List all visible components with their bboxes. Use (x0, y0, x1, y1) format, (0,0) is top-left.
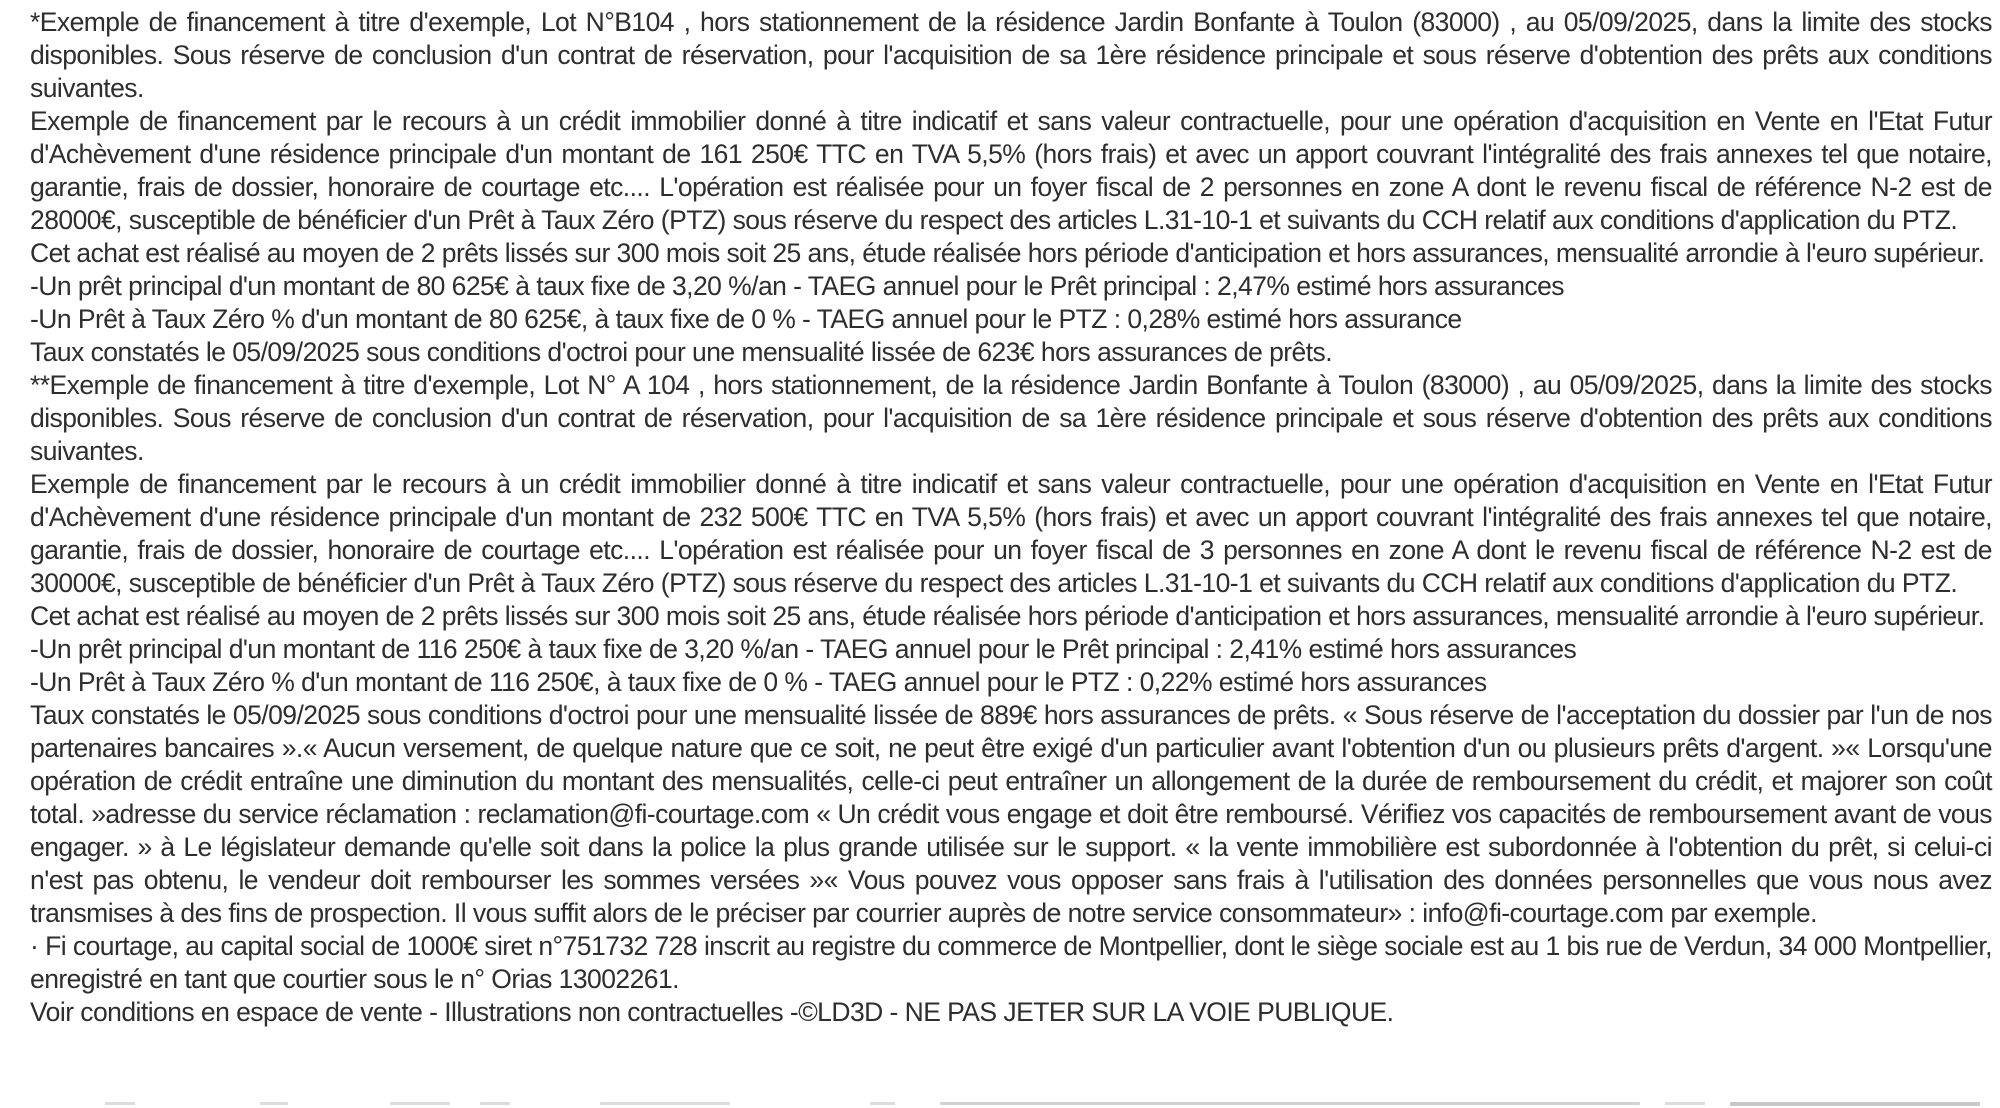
company-info: · Fi courtage, au capital social de 1000€ siret n°751732 728 inscrit au registre du commerce de Montpellier, dont le siège sociale est au 1 bis rue de Verdun, 34 000 Montpellier, enregistré en tant que courtier sous le n° Orias 13002261. (30, 931, 1992, 994)
financing-example-2-main-loan: -Un prêt principal d'un montant de 116 250€ à taux fixe de 3,20 %/an - TAEG annuel pour le Prêt principal : 2,41% estimé hors assurances (30, 634, 1577, 664)
financing-example-1-loans-summary: Cet achat est réalisé au moyen de 2 prêts lissés sur 300 mois soit 25 ans, étude réalisée hors période d'anticipation et hors assurances, mensualité arrondie à l'euro supérieur. (30, 238, 1985, 268)
footer-note: Voir conditions en espace de vente - Illustrations non contractuelles -©LD3D - NE PAS JETER SUR LA VOIE PUBLIQUE. (30, 997, 1394, 1027)
financing-example-2-loans-summary: Cet achat est réalisé au moyen de 2 prêts lissés sur 300 mois soit 25 ans, étude réalisée hors période d'anticipation et hors assurances, mensualité arrondie à l'euro supérieur. (30, 601, 1985, 631)
legal-mentions: Taux constatés le 05/09/2025 sous conditions d'octroi pour une mensualité lissée de 889€ hors assurances de prêts. « Sous réserve de l'acceptation du dossier par l'un de nos partenaires bancaires ».« Aucun versement, de quelque nature que ce soit, ne peut être exigé d'un particulier avant l'obtention d'un ou plusieurs prêts d'argent. »« Lorsqu'une opération de crédit entraîne une diminution du montant des mensualités, celle-ci peut entraîner un allongement de la durée de remboursement du crédit, et majorer son coût total. »adresse du service réclamation : reclamation@fi-courtage.com « Un crédit vous engage et doit être remboursé. Vérifiez vos capacités de remboursement avant de vous engager. » à Le législateur demande qu'elle soit dans la police la plus grande utilisée sur le support. « la vente immobilière est subordonnée à l'obtention du prêt, si celui-ci n'est pas obtenu, le vendeur doit rembourser les sommes versées »« Vous pouvez vous opposer sans frais à l'utilisation des données personnelles que vous nous avez transmises à des fins de prospection. Il vous suffit alors de le préciser par courrier auprès de notre service consommateur» : info@fi-courtage.com par exemple. (30, 700, 1992, 928)
financing-example-1-intro: *Exemple de financement à titre d'exemple, Lot N°B104 , hors stationnement de la résidence Jardin Bonfante à Toulon (83000) , au 05/09/2025, dans la limite des stocks disponibles. Sous réserve de conclusion d'un contrat de réservation, pour l'acquisition de sa 1ère résidence principale et sous réserve d'obtention des prêts aux conditions suivantes. (30, 7, 1992, 103)
financing-example-2-intro: **Exemple de financement à titre d'exemple, Lot N° A 104 , hors stationnement, de la résidence Jardin Bonfante à Toulon (83000) , au 05/09/2025, dans la limite des stocks disponibles. Sous réserve de conclusion d'un contrat de réservation, pour l'acquisition de sa 1ère résidence principale et sous réserve d'obtention des prêts aux conditions suivantes. (30, 370, 1992, 466)
financing-example-1-ptz-loan: -Un Prêt à Taux Zéro % d'un montant de 80 625€, à taux fixe de 0 % - TAEG annuel pour le PTZ : 0,28% estimé hors assurance (30, 304, 1462, 334)
financing-example-1-rates-note: Taux constatés le 05/09/2025 sous conditions d'octroi pour une mensualité lissée de 623€ hors assurances de prêts. (30, 337, 1333, 367)
financing-example-1-details: Exemple de financement par le recours à un crédit immobilier donné à titre indicatif et sans valeur contractuelle, pour une opération d'acquisition en Vente en l'Etat Futur d'Achèvement d'une résidence principale d'un montant de 161 250€ TTC en TVA 5,5% (hors frais) et avec un apport couvrant l'intégralité des frais annexes tel que notaire, garantie, frais de dossier, honoraire de courtage etc.... L'opération est réalisée pour un foyer fiscal de 2 personnes en zone A dont le revenu fiscal de référence N-2 est de 28000€, susceptible de bénéficier d'un Prêt à Taux Zéro (PTZ) sous réserve du respect des articles L.31-10-1 et suivants du CCH relatif aux conditions d'application du PTZ. (30, 106, 1992, 235)
financing-example-2-details: Exemple de financement par le recours à un crédit immobilier donné à titre indicatif et sans valeur contractuelle, pour une opération d'acquisition en Vente en l'Etat Futur d'Achèvement d'une résidence principale d'un montant de 232 500€ TTC en TVA 5,5% (hors frais) et avec un apport couvrant l'intégralité des frais annexes tel que notaire, garantie, frais de dossier, honoraire de courtage etc.... L'opération est réalisée pour un foyer fiscal de 3 personnes en zone A dont le revenu fiscal de référence N-2 est de 30000€, susceptible de bénéficier d'un Prêt à Taux Zéro (PTZ) sous réserve du respect des articles L.31-10-1 et suivants du CCH relatif aux conditions d'application du PTZ. (30, 469, 1992, 598)
bottom-edge-artifact (0, 1102, 2000, 1106)
financing-example-2-ptz-loan: -Un Prêt à Taux Zéro % d'un montant de 116 250€, à taux fixe de 0 % - TAEG annuel pour le PTZ : 0,22% estimé hors assurances (30, 667, 1487, 697)
legal-disclaimer-block (30, 6, 1992, 1029)
financing-example-1-main-loan: -Un prêt principal d'un montant de 80 625€ à taux fixe de 3,20 %/an - TAEG annuel pour le Prêt principal : 2,47% estimé hors assurances (30, 271, 1564, 301)
